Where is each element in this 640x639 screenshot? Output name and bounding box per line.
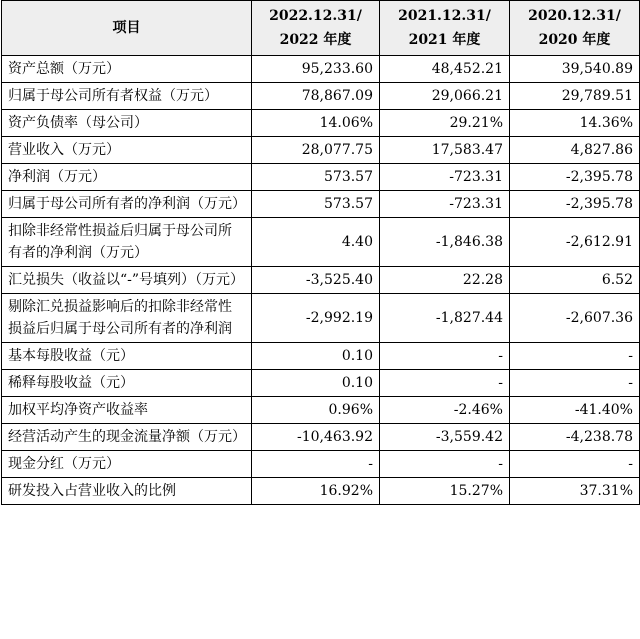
value-2020: 39,540.89 <box>510 56 640 83</box>
table-row <box>2 294 640 343</box>
value-2020: 37.31% <box>510 478 640 505</box>
value-2022: -2,992.19 <box>252 294 380 343</box>
value-2022: -3,525.40 <box>252 267 380 294</box>
value-2021: 17,583.47 <box>380 137 510 164</box>
value-2022: 573.57 <box>252 164 380 191</box>
header-2022-date: 2022.12.31/ <box>269 8 362 24</box>
value-2021: 15.27% <box>380 478 510 505</box>
value-2022: 0.10 <box>252 343 380 370</box>
row-label: 归属于母公司所有者的净利润（万元） <box>2 191 252 218</box>
value-2022: 0.96% <box>252 397 380 424</box>
value-2020: -2,395.78 <box>510 164 640 191</box>
row-label: 剔除汇兑损益影响后的扣除非经常性损益后归属于母公司所有者的净利润 <box>2 294 252 343</box>
value-2021: 22.28 <box>380 267 510 294</box>
header-2021-year: 2021 年度 <box>408 32 481 48</box>
value-2020: -41.40% <box>510 397 640 424</box>
value-2020: 29,789.51 <box>510 83 640 110</box>
row-label: 加权平均净资产收益率 <box>2 397 252 424</box>
value-2021: -1,846.38 <box>380 218 510 267</box>
row-label: 经营活动产生的现金流量净额（万元） <box>2 424 252 451</box>
value-2020: 4,827.86 <box>510 137 640 164</box>
value-2020: -2,612.91 <box>510 218 640 267</box>
table-row <box>2 370 640 397</box>
value-2021: -723.31 <box>380 191 510 218</box>
value-2021: 48,452.21 <box>380 56 510 83</box>
row-label: 营业收入（万元） <box>2 137 252 164</box>
value-2020: -2,395.78 <box>510 191 640 218</box>
table-row <box>2 424 640 451</box>
table-row <box>2 343 640 370</box>
table-row <box>2 451 640 478</box>
value-2022: 573.57 <box>252 191 380 218</box>
row-label: 净利润（万元） <box>2 164 252 191</box>
row-label: 归属于母公司所有者权益（万元） <box>2 83 252 110</box>
value-2021: -723.31 <box>380 164 510 191</box>
value-2021: 29,066.21 <box>380 83 510 110</box>
value-2022: -10,463.92 <box>252 424 380 451</box>
value-2020: 6.52 <box>510 267 640 294</box>
value-2022: 95,233.60 <box>252 56 380 83</box>
value-2022: 0.10 <box>252 370 380 397</box>
value-2022: 14.06% <box>252 110 380 137</box>
row-label: 扣除非经常性损益后归属于母公司所有者的净利润（万元） <box>2 218 252 267</box>
value-2021: -2.46% <box>380 397 510 424</box>
value-2021: -1,827.44 <box>380 294 510 343</box>
value-2021: - <box>380 370 510 397</box>
value-2022: - <box>252 451 380 478</box>
header-2021-date: 2021.12.31/ <box>398 8 491 24</box>
value-2020: - <box>510 343 640 370</box>
header-2022-year: 2022 年度 <box>279 32 352 48</box>
header-item: 项目 <box>2 1 252 56</box>
table-row <box>2 218 640 267</box>
table-row <box>2 164 640 191</box>
value-2022: 4.40 <box>252 218 380 267</box>
value-2021: - <box>380 343 510 370</box>
table-row <box>2 397 640 424</box>
table-row <box>2 83 640 110</box>
table-row <box>2 191 640 218</box>
header-2020 <box>510 1 640 56</box>
value-2020: - <box>510 370 640 397</box>
financial-data-table <box>1 0 640 505</box>
header-2021 <box>380 1 510 56</box>
table-row <box>2 267 640 294</box>
table-row <box>2 110 640 137</box>
row-label: 汇兑损失（收益以“-”号填列）（万元） <box>2 267 252 294</box>
value-2020: -2,607.36 <box>510 294 640 343</box>
value-2020: - <box>510 451 640 478</box>
value-2020: 14.36% <box>510 110 640 137</box>
value-2022: 28,077.75 <box>252 137 380 164</box>
header-2020-year: 2020 年度 <box>538 32 611 48</box>
value-2021: 29.21% <box>380 110 510 137</box>
row-label: 基本每股收益（元） <box>2 343 252 370</box>
header-2020-date: 2020.12.31/ <box>528 8 621 24</box>
row-label: 资产负债率（母公司） <box>2 110 252 137</box>
value-2022: 16.92% <box>252 478 380 505</box>
table-row <box>2 137 640 164</box>
header-row <box>2 1 640 56</box>
row-label: 现金分红（万元） <box>2 451 252 478</box>
value-2020: -4,238.78 <box>510 424 640 451</box>
value-2021: - <box>380 451 510 478</box>
table-row <box>2 56 640 83</box>
header-2022 <box>252 1 380 56</box>
value-2021: -3,559.42 <box>380 424 510 451</box>
value-2022: 78,867.09 <box>252 83 380 110</box>
table-row <box>2 478 640 505</box>
row-label: 研发投入占营业收入的比例 <box>2 478 252 505</box>
row-label: 稀释每股收益（元） <box>2 370 252 397</box>
row-label: 资产总额（万元） <box>2 56 252 83</box>
